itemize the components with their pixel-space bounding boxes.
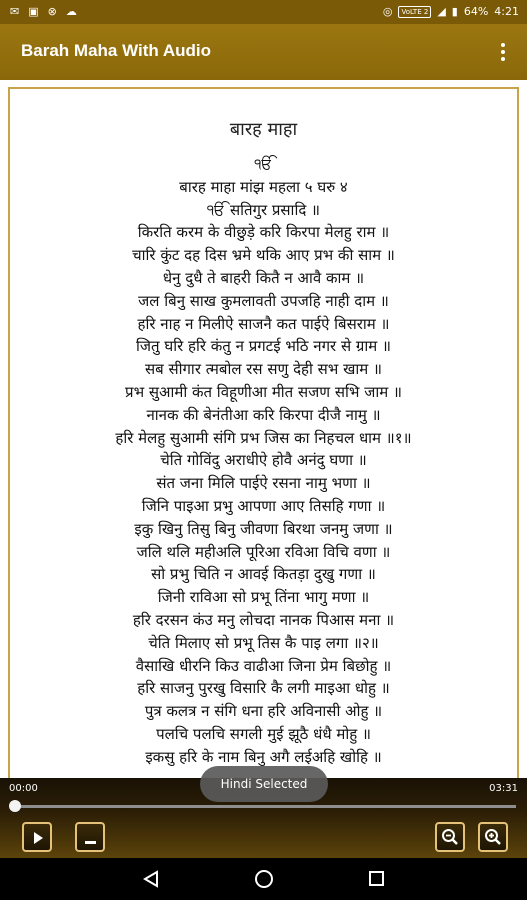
poem-line: संत जना मिलि पाईऐ रसना नामु भणा ॥ — [156, 474, 371, 493]
poem-line: ੴ सतिगुर प्रसादि ॥ — [206, 200, 321, 219]
status-bar — [0, 0, 527, 24]
recents-icon[interactable] — [369, 871, 384, 886]
poem-line: किरति करम के वीछुड़े करि किरपा मेलहु राम ॥ — [137, 223, 390, 242]
zoom-in-icon — [484, 828, 502, 846]
poem-line: सो प्रभु चिति न आवई कितड़ा दुखु गणा ॥ — [151, 565, 376, 584]
poem-line: ੴ — [254, 155, 273, 173]
toast-message: Hindi Selected — [200, 766, 328, 802]
poem-line: बारह माहा मांझ महला ५ घरु ४ — [179, 177, 348, 196]
app-title: Barah Maha With Audio — [21, 41, 211, 60]
signal-icon: ◢ — [437, 5, 446, 18]
poem-line: हरि साजनु पुरखु विसारि कै लगी माइआ धोहु ॥ — [137, 679, 390, 698]
zoom-in-button[interactable] — [478, 822, 508, 852]
content-area — [0, 80, 527, 780]
poem-line: पलचि पलचि सगली मुई झूठै धंधै मोहु ॥ — [156, 724, 371, 743]
home-icon[interactable] — [255, 870, 273, 888]
poem-line: इकसु हरि के नाम बिनु अगै लईअहि खोहि ॥ — [145, 747, 382, 766]
battery-percent: 64% — [463, 5, 489, 18]
play-button[interactable] — [22, 822, 52, 852]
gallery-icon: ▣ — [28, 5, 39, 18]
poem-line: जल बिनु साख कुमलावती उपजहि नाही दाम ॥ — [138, 291, 389, 310]
poem-line: जिनी राविआ सो प्रभू तिंना भागु मणा ॥ — [157, 588, 370, 607]
stop-icon — [85, 841, 96, 844]
stop-button[interactable] — [75, 822, 105, 852]
message-icon: ✉ — [10, 5, 20, 18]
total-time: 03:31 — [489, 783, 518, 794]
poem-line: प्रभ सुआमी कंत विहूणीआ मीत सजण सभि जाम ॥ — [125, 382, 402, 401]
navigation-bar — [0, 858, 527, 900]
current-time: 00:00 — [9, 783, 38, 794]
poem-line: वैसाखि धीरनि किउ वाढीआ जिना प्रेम बिछोहु ॥ — [135, 656, 392, 675]
poem-line: जितु घरि हरि कंतु न प्रगटई भठि नगर से ग्राम ॥ — [136, 337, 391, 356]
cloud-icon: ☁ — [65, 5, 77, 18]
clock: 4:21 — [494, 5, 519, 18]
system-icons — [383, 5, 519, 18]
poem-line: सब सीगार त्मबोल रस सणु देही सभ खाम ॥ — [144, 360, 383, 379]
hotspot-icon: ◎ — [382, 5, 393, 18]
poem-lines — [10, 153, 517, 769]
notification-icons — [10, 5, 77, 18]
zoom-out-button[interactable] — [435, 822, 465, 852]
poem-line: जलि थलि महीअलि पूरिआ रविआ विचि वणा ॥ — [136, 542, 391, 561]
poem-line: नानक की बेनंतीआ करि किरपा दीजै नामु ॥ — [146, 405, 381, 424]
battery-icon: ▮ — [451, 5, 458, 18]
zoom-out-icon — [441, 828, 459, 846]
poem-line: हरि मेलहु सुआमी संगि प्रभ जिस का निहचल धाम ॥१॥ — [115, 428, 412, 447]
poem-line: धेनु दुधै ते बाहरी कितै न आवै काम ॥ — [162, 268, 365, 287]
poem-title: बारह माहा — [229, 119, 298, 140]
seek-bar[interactable] — [14, 805, 516, 808]
app-bar — [0, 24, 527, 80]
poem-panel[interactable] — [8, 87, 519, 787]
overflow-menu-icon[interactable] — [497, 41, 509, 63]
play-icon — [34, 832, 43, 844]
poem-line: चारि कुंट दह दिस भ्रमे थकि आए प्रभ की साम ॥ — [132, 246, 395, 265]
signal-off-icon: ⊗ — [47, 5, 57, 18]
poem-line: हरि दरसन कंउ मनु लोचदा नानक पिआस मना ॥ — [132, 610, 395, 629]
poem-line: पुत्र कलत्र न संगि धना हरि अविनासी ओहु ॥ — [144, 702, 383, 721]
poem-line: जिनि पाइआ प्रभु आपणा आए तिसहि गणा ॥ — [141, 496, 386, 515]
back-icon[interactable] — [143, 870, 159, 888]
poem-line: चेति मिलाए सो प्रभू तिस कै पाइ लगा ॥२॥ — [148, 633, 379, 652]
seek-thumb[interactable] — [9, 800, 21, 812]
poem-line: चेति गोविंदु अराधीऐ होवै अनंदु घणा ॥ — [160, 451, 367, 470]
poem-line: इकु खिनु तिसु बिनु जीवणा बिरथा जनमु जणा ॥ — [134, 519, 393, 538]
poem-line: हरि नाह न मिलीऐ साजनै कत पाईऐ बिसराम ॥ — [137, 314, 390, 333]
volte-badge: VoLTE 2 — [398, 6, 431, 18]
